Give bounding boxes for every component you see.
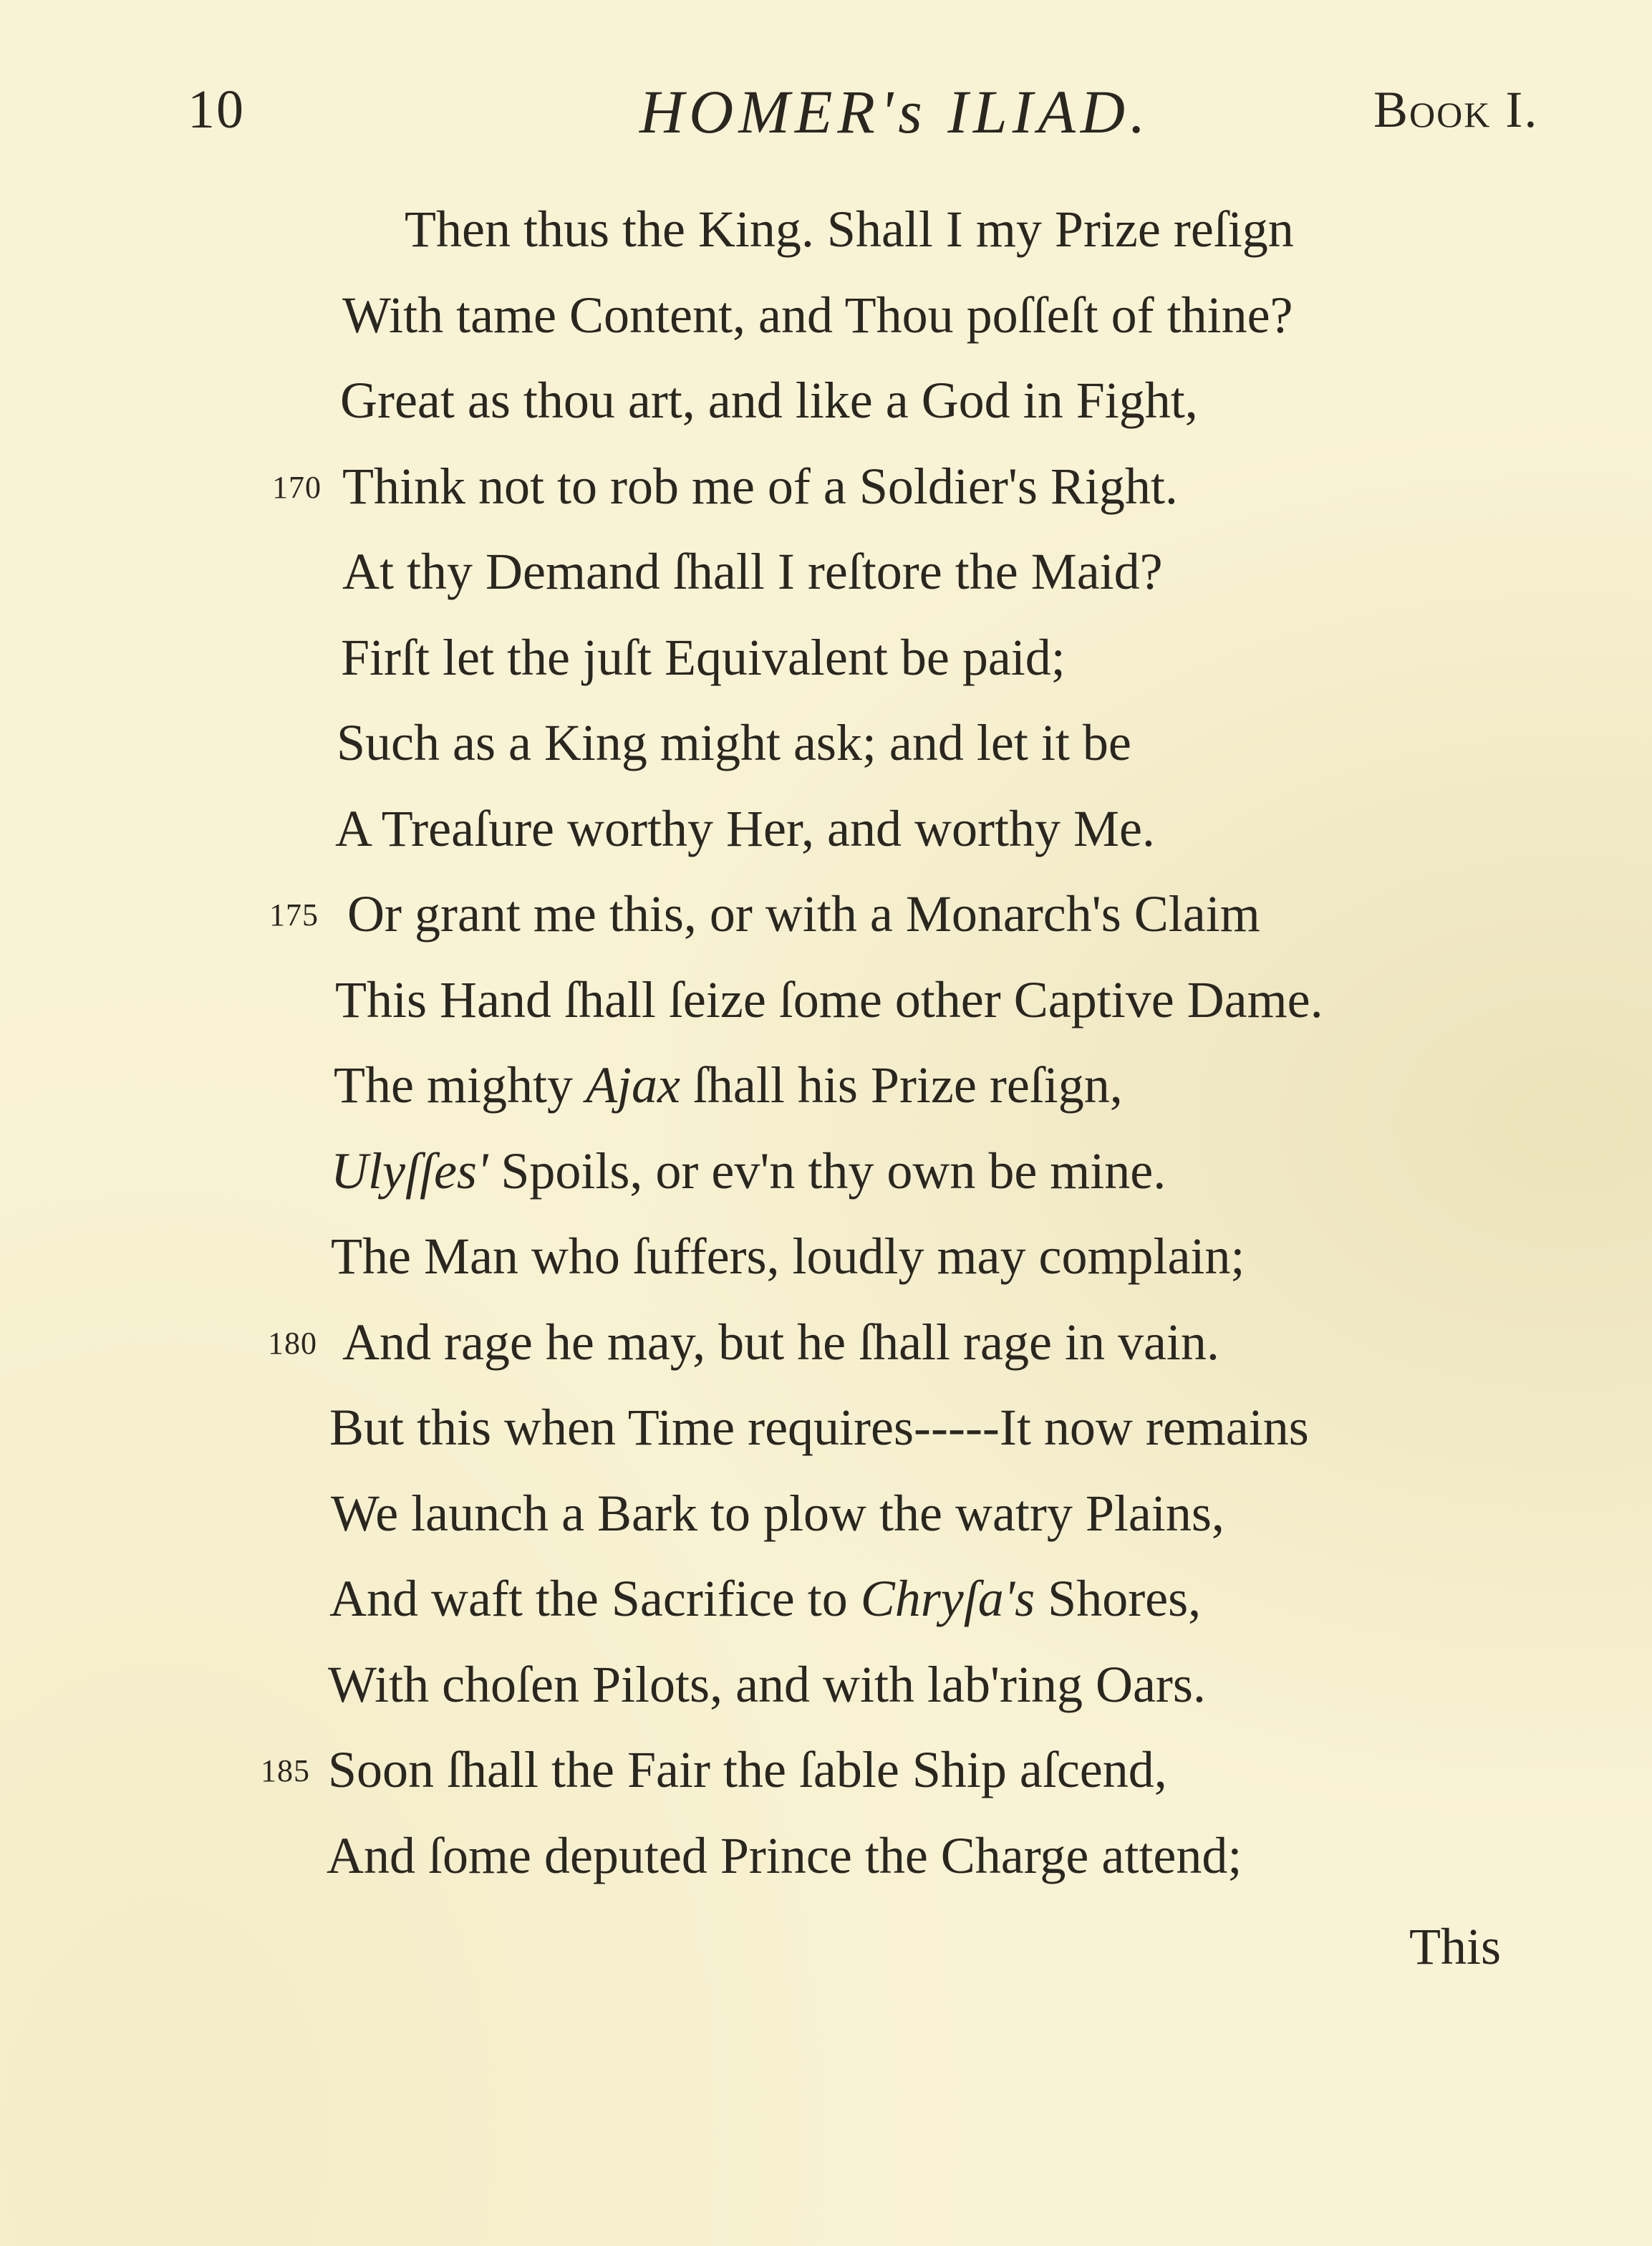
line-segment: We launch a Bark to plow the watry Plains,: [331, 1484, 1224, 1542]
line-segment: The mighty: [334, 1056, 586, 1114]
line-number: 175: [269, 897, 319, 932]
running-title: HOMER's ILIAD.: [639, 77, 1151, 146]
verse-line: [0, 1478, 1652, 1549]
verse-line-text: [405, 193, 1294, 265]
line-segment: But this when Time requires-----It now remains: [329, 1399, 1309, 1456]
verse-line-text: [331, 1220, 1245, 1292]
line-number: 185: [261, 1753, 310, 1788]
verse-line-text: [347, 878, 1260, 950]
line-number: 180: [268, 1325, 317, 1361]
line-segment: Spoils, or ev'n thy own be mine.: [488, 1142, 1166, 1200]
verse-line-text: [341, 622, 1066, 693]
verse-line: [0, 450, 1652, 522]
verse-line: [0, 365, 1652, 436]
italic-name: Ulyſſes': [331, 1142, 488, 1200]
line-segment: The Man who ſuffers, loudly may complain;: [331, 1228, 1245, 1285]
line-number: 170: [272, 469, 322, 505]
line-segment: Such as a King might ask; and let it be: [337, 714, 1131, 771]
verse-line-text: [329, 1563, 1201, 1634]
verse-line: [0, 1049, 1652, 1121]
line-segment: Soon ſhall the Fair the ſable Ship aſcend,: [328, 1741, 1167, 1798]
line-segment: With choſen Pilots, and with lab'ring Oars.: [328, 1655, 1206, 1713]
verse-line: [0, 964, 1652, 1036]
line-segment: And waft the Sacrifice to: [329, 1570, 861, 1627]
line-segment: A Treaſure worthy Her, and worthy Me.: [335, 799, 1155, 857]
verse-line-text: [334, 1049, 1123, 1121]
verse-line: [0, 536, 1652, 607]
verse-line: [0, 1820, 1652, 1891]
verse-line-text: [328, 1734, 1167, 1806]
verse-line: [0, 1563, 1652, 1634]
line-segment: Great as thou art, and like a God in Fight,: [340, 372, 1198, 429]
verse-line: [0, 1734, 1652, 1806]
verse-line: [0, 622, 1652, 693]
line-segment: Firſt let the juſt Equivalent be paid;: [341, 628, 1066, 686]
verse-line: [0, 878, 1652, 950]
verse-line-text: [340, 365, 1198, 436]
line-segment: With tame Content, and Thou poſſeſt of thine?: [342, 286, 1293, 344]
verse-line: [0, 279, 1652, 351]
verse-line: [0, 193, 1652, 265]
verse-line: [0, 707, 1652, 779]
verse-line-text: [342, 536, 1163, 607]
line-segment: At thy Demand ſhall I reſtore the Maid?: [342, 543, 1163, 600]
verse-line-text: [331, 1135, 1166, 1207]
line-segment: Think not to rob me of a Soldier's Right.: [342, 457, 1178, 515]
verse-line: [0, 793, 1652, 864]
page-number: 10: [188, 79, 245, 140]
verse-line-text: [335, 964, 1323, 1036]
verse-line: [0, 1220, 1652, 1292]
verse-line-text: [335, 793, 1155, 864]
verse-line-text: [342, 279, 1293, 351]
verse-line-text: [328, 1649, 1206, 1720]
verse-line-text: [329, 1392, 1309, 1463]
verse-line: [0, 1392, 1652, 1463]
italic-name: Chryſa's: [860, 1570, 1035, 1627]
verse-line: [0, 1306, 1652, 1378]
page-header: [0, 72, 1652, 150]
verse-line-text: [331, 1478, 1224, 1549]
italic-name: Ajax: [585, 1056, 680, 1114]
line-segment: And rage he may, but he ſhall rage in vain.: [342, 1313, 1219, 1371]
line-segment: Then thus the King. Shall I my Prize reſign: [405, 201, 1294, 258]
verse-line-text: [327, 1820, 1242, 1891]
verse-line-text: [337, 707, 1131, 779]
catchword: This: [1409, 1918, 1502, 1975]
verse-line-text: [342, 1306, 1219, 1378]
verse-line-text: [342, 450, 1178, 522]
verse-line: [0, 1649, 1652, 1720]
verse-line: [0, 1135, 1652, 1207]
line-segment: This Hand ſhall ſeize ſome other Captive Dame.: [335, 970, 1323, 1028]
line-segment: Shores,: [1035, 1570, 1202, 1627]
line-segment: And ſome deputed Prince the Charge attend;: [327, 1826, 1242, 1884]
book-label: Book I.: [1373, 81, 1539, 138]
line-segment: Or grant me this, or with a Monarch's Claim: [347, 885, 1260, 943]
line-segment: ſhall his Prize reſign,: [680, 1056, 1123, 1114]
